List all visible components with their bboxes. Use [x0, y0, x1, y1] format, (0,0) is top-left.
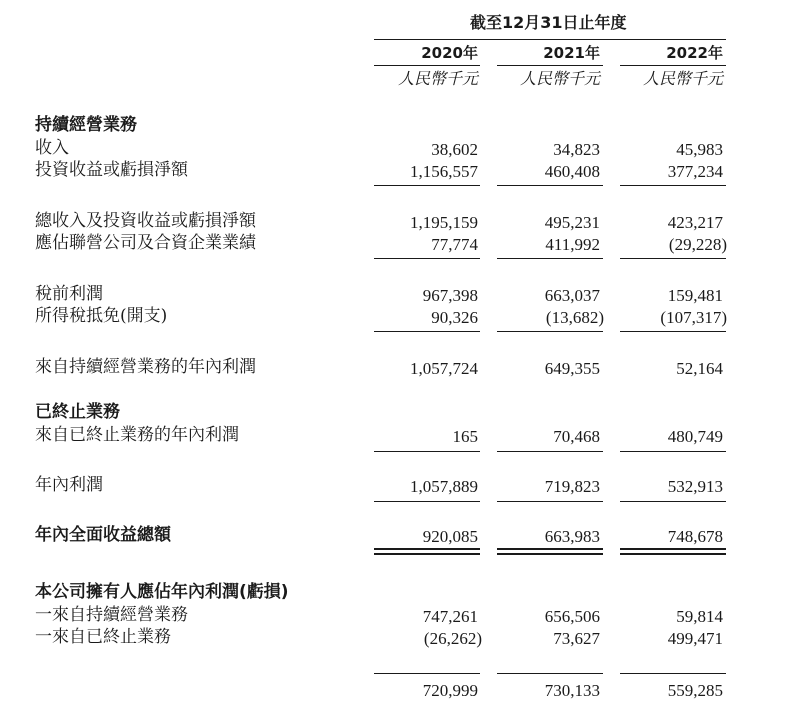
row-label: 應佔聯營公司及合資企業業績	[35, 233, 256, 253]
year-2021: 2021年	[543, 44, 600, 62]
cell-value: 663,037	[544, 286, 600, 305]
year-underline	[497, 65, 603, 66]
cell-value: 967,398	[422, 286, 478, 305]
cell-value: 90,326	[431, 308, 478, 327]
cell-value: 656,506	[544, 607, 600, 626]
cell-value: 1,156,557	[410, 162, 478, 181]
row-label: 來自已終止業務的年內利潤	[35, 425, 239, 445]
subtotal-rule	[497, 501, 603, 502]
cell-value: 1,195,159	[410, 213, 478, 232]
cell-value: 59,814	[676, 607, 723, 626]
unit-2022: 人民幣千元	[642, 69, 723, 88]
row-label: 所得稅抵免(開支)	[35, 306, 168, 326]
subtotal-rule	[374, 501, 480, 502]
subtotal-rule	[497, 673, 603, 674]
double-rule	[497, 553, 603, 555]
cell-value: (107,317)	[660, 308, 727, 327]
cell-value: 480,749	[667, 427, 723, 446]
subtotal-rule	[620, 501, 726, 502]
subtotal-rule	[374, 185, 480, 186]
cell-value: 748,678	[667, 527, 723, 546]
subtotal-rule	[497, 258, 603, 259]
year-underline	[620, 65, 726, 66]
cell-value: 159,481	[667, 286, 723, 305]
row-label: 一來自已終止業務	[35, 627, 171, 647]
subtotal-rule	[620, 331, 726, 332]
cell-value: (13,682)	[545, 308, 604, 327]
cell-value: 920,085	[422, 527, 478, 546]
cell-value: 73,627	[553, 629, 600, 648]
cell-value: 495,231	[544, 213, 600, 232]
subtotal-rule	[497, 331, 603, 332]
cell-value: 720,999	[422, 681, 478, 700]
cell-value: 423,217	[667, 213, 723, 232]
cell-value: 52,164	[676, 359, 723, 378]
subtotal-rule	[620, 451, 726, 452]
double-rule	[374, 548, 480, 550]
cell-value: 1,057,724	[410, 359, 478, 378]
cell-value: 34,823	[553, 140, 600, 159]
subtotal-rule	[497, 451, 603, 452]
cell-value: 77,774	[431, 235, 478, 254]
cell-value: 649,355	[544, 359, 600, 378]
cell-value: 377,234	[667, 162, 723, 181]
cell-value: 45,983	[676, 140, 723, 159]
row-label-total: 年內全面收益總額	[35, 525, 171, 545]
double-rule	[620, 548, 726, 550]
cell-value: 719,823	[544, 477, 600, 496]
cell-value: 532,913	[667, 477, 723, 496]
double-rule	[620, 553, 726, 555]
section-heading: 持續經營業務	[35, 115, 137, 135]
subtotal-rule	[620, 673, 726, 674]
cell-value: 730,133	[544, 681, 600, 700]
subtotal-rule	[374, 673, 480, 674]
row-label: 來自持續經營業務的年內利潤	[35, 357, 256, 377]
subtotal-rule	[374, 451, 480, 452]
cell-value: 70,468	[553, 427, 600, 446]
period-underline	[374, 39, 726, 40]
subtotal-rule	[374, 331, 480, 332]
subtotal-rule	[620, 185, 726, 186]
subtotal-rule	[620, 258, 726, 259]
row-label: 總收入及投資收益或虧損淨額	[35, 211, 256, 231]
row-label: 收入	[35, 138, 69, 158]
double-rule	[374, 553, 480, 555]
cell-value: (29,228)	[668, 235, 727, 254]
section-heading: 已終止業務	[35, 402, 120, 422]
cell-value: 499,471	[667, 629, 723, 648]
cell-value: 663,983	[544, 527, 600, 546]
row-label: 年內利潤	[35, 475, 103, 495]
year-underline	[374, 65, 480, 66]
cell-value: 165	[452, 427, 478, 446]
cell-value: 1,057,889	[410, 477, 478, 496]
unit-2020: 人民幣千元	[397, 69, 478, 88]
cell-value: (26,262)	[423, 629, 482, 648]
cell-value: 411,992	[545, 235, 600, 254]
subtotal-rule	[374, 258, 480, 259]
subtotal-rule	[497, 185, 603, 186]
double-rule	[497, 548, 603, 550]
period-header: 截至12月31日止年度	[470, 13, 627, 32]
year-2020: 2020年	[421, 44, 478, 62]
section-heading: 本公司擁有人應佔年內利潤(虧損)	[35, 582, 289, 602]
cell-value: 559,285	[667, 681, 723, 700]
row-label: 一來自持續經營業務	[35, 605, 188, 625]
cell-value: 460,408	[544, 162, 600, 181]
year-2022: 2022年	[666, 44, 723, 62]
cell-value: 38,602	[431, 140, 478, 159]
cell-value: 747,261	[422, 607, 478, 626]
unit-2021: 人民幣千元	[519, 69, 600, 88]
row-label: 投資收益或虧損淨額	[35, 160, 188, 180]
row-label: 稅前利潤	[35, 284, 103, 304]
